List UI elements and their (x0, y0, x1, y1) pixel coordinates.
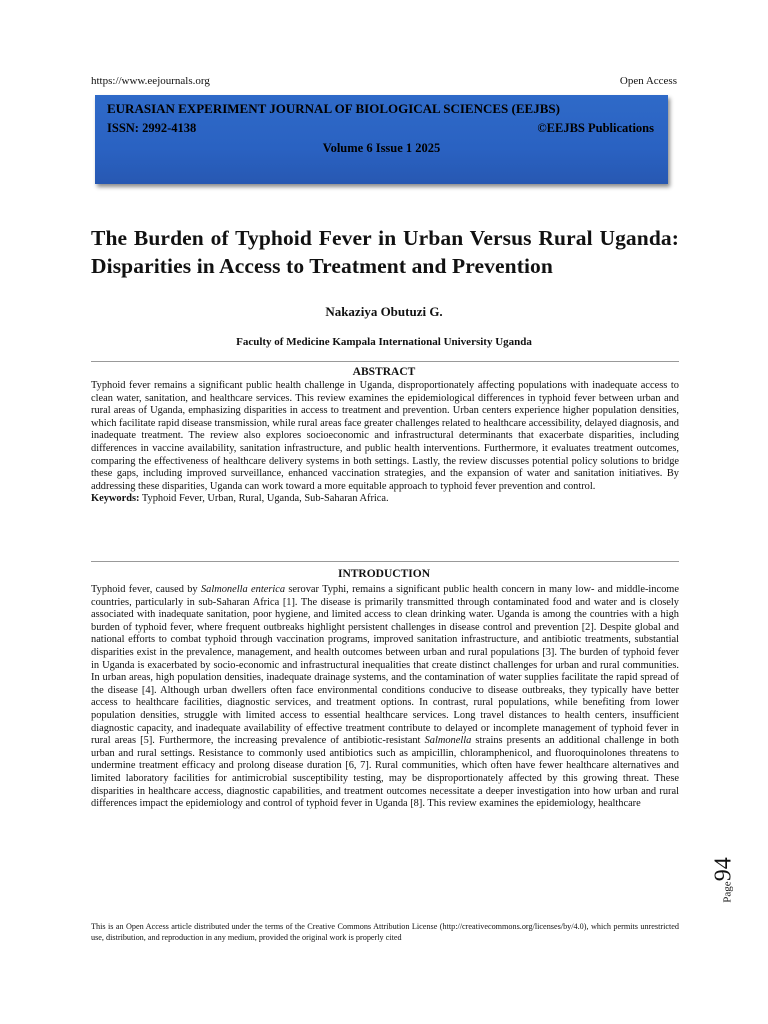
open-access-label: Open Access (619, 75, 677, 87)
page-number-marker (704, 848, 744, 912)
intro-text-2: serovar Typhi, remains a significant public health concern in many low- and middle-income countries, particularly in sub-Saharan Africa [1]. The disease is primarily transmitted through contaminated food and water and is closely associated with inadequate sanitation, poor hygiene, and limited access to clean drinking water. Uganda is among the countries with a high burden of typhoid fever, where frequent outbreaks highlight persistent challenges in disease control and prevention [2]. Despite global and national efforts to combat typhoid through vaccination programs, improved sanitation infrastructure, and antibiotic treatments, substantial disparities exist in the prevalence, management, and health outcomes between urban and rural populations [3]. The burden of typhoid fever in Uganda is exacerbated by socio-economic and infrastructural inequalities that create distinct challenges for urban and rural communities. In urban areas, high population densities, inadequate drainage systems, and the contamination of water supplies facilitate the rapid spread of the disease [4]. Although urban dwellers often face environmental conditions conducive to disease outbreaks, they typically have better access to healthcare facilities, diagnostic services, and treatment options. In contrast, rural populations, while benefiting from lower population densities, struggle with limited access to essential healthcare services. Long travel distances to health centers, insufficient diagnostic capacity, and inadequate availability of effective treatment contribute to delayed or incomplete management of typhoid fever in rural areas [5]. Furthermore, the increasing prevalence of antibiotic-resistant (91, 584, 679, 747)
page-label: Page (721, 881, 734, 903)
journal-banner (95, 95, 668, 184)
abstract-body (91, 380, 679, 506)
license-footer: This is an Open Access article distributed under the terms of the Creative Commons Attribution License (http://creativecommons.org/licenses/by/4.0), which permits unrestricted use, distribution, and reproduction in any medium, provided the original work is properly cited (91, 922, 679, 942)
affiliation: Faculty of Medicine Kampala International University Uganda (236, 336, 532, 348)
organism-name: Salmonella enterica (200, 584, 286, 595)
abstract-heading: ABSTRACT (352, 366, 416, 378)
introduction-heading: INTRODUCTION (337, 568, 430, 580)
abstract-text: Typhoid fever remains a significant public health challenge in Uganda, disproportionately affecting populations with inadequate access to clean water, sanitation, and healthcare services. This review examines the epidemiological differences in typhoid fever between urban and rural areas of Uganda, emphasizing disparities in access to treatment and prevention. Urban centers experience higher population densities, which facilitate rapid disease transmission, while rural areas face greater challenges related to healthcare accessibility, delayed diagnosis, and inadequate treatment. The review also explores socioeconomic and infrastructural determinants that exacerbate disparities, including differences in vaccine availability, sanitation infrastructure, and public health interventions. Furthermore, it evaluates treatment outcomes, comparing the effectiveness of healthcare delivery systems in both settings. Lastly, the review discusses potential policy solutions to bridge these gaps, including improved surveillance, enhanced vaccination strategies, and the expansion of water and sanitation initiatives. By addressing these disparities, Uganda can work toward a more equitable approach to typhoid fever prevention and control. (91, 380, 679, 492)
intro-text-3: strains presents an additional challenge in both urban and rural settings. Resistance to commonly used antibiotics such as ampicillin, chloramphenicol, and fluoroquinolones threatens to undermine treatment efficacy and prolong disease duration [6, 7]. Rural communities, which often have fewer healthcare alternatives and limited laboratory facilities for antimicrobial susceptibility testing, may be disproportionately affected by this growing threat. These disparities in healthcare access, diagnostic capabilities, and treatment outcomes necessitate a deeper investigation into how urban and rural differences impact the epidemiology and control of typhoid fever in Uganda [8]. This review examines the epidemiology, healthcare (91, 735, 679, 810)
article-title: The Burden of Typhoid Fever in Urban Versus Rural Uganda: Disparities in Access to Treatment and Prevention (91, 226, 679, 278)
page-number: 94 (710, 857, 737, 882)
keywords-label: Keywords: (91, 493, 140, 505)
page-header (91, 75, 677, 87)
volume-issue: Volume 6 Issue 1 2025 (322, 141, 441, 155)
abstract-top-rule (91, 361, 679, 362)
introduction-body (91, 584, 679, 811)
journal-url[interactable]: https://www.eejournals.org (91, 75, 210, 87)
issn: ISSN: 2992-4138 (107, 121, 197, 135)
journal-name: EURASIAN EXPERIMENT JOURNAL OF BIOLOGICAL SCIENCES (EEJBS) (107, 101, 560, 116)
publisher: ©EEJBS Publications (537, 121, 654, 135)
banner-issn-row (107, 121, 654, 136)
abstract-bottom-rule (91, 561, 679, 562)
intro-text-1: Typhoid fever, caused by (91, 584, 201, 595)
keywords (91, 493, 389, 504)
author: Nakaziya Obutuzi G. (325, 304, 443, 319)
organism-name-2: Salmonella (424, 735, 472, 747)
keywords-list: Typhoid Fever, Urban, Rural, Uganda, Sub-Saharan Africa. (139, 493, 389, 505)
